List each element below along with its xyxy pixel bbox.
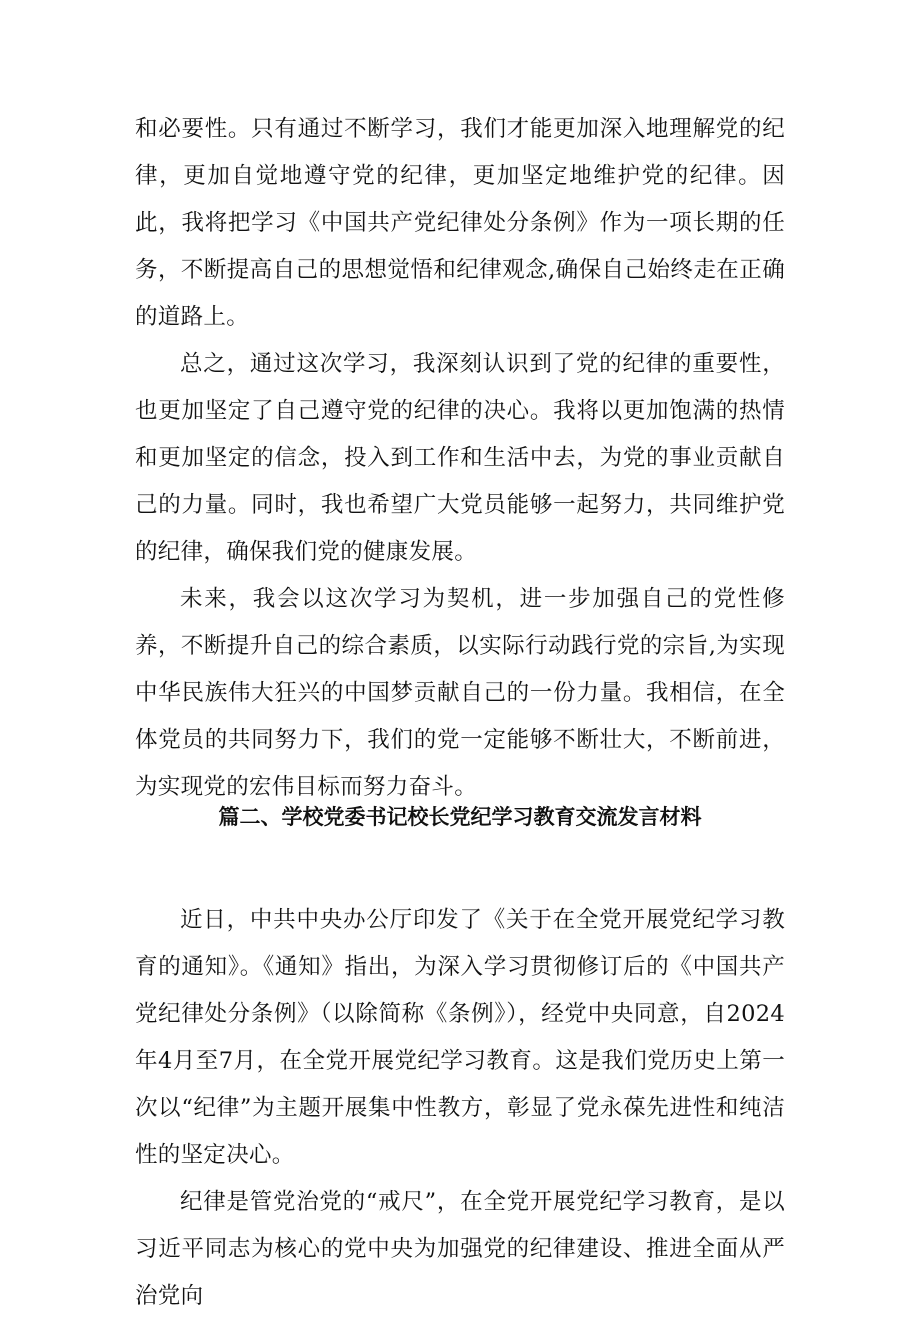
paragraph-notice: 近日，中共中央办公厅印发了《关于在全党开展党纪学习教育的通知》。《通知》指出，为深入学习贯彻修订后的《中国共产党纪律处分条例》（以除简称《条例》），经党中央同意，自2024年4月至7月，在全党开展党纪学习教育。这是我们党历史上第一次以“纪律”为主题开展集中性教方，彰显了党永葆先进性和纯洁性的坚定决心。 <box>135 907 785 1168</box>
section-heading: 篇二、学校党委书记校长党纪学习教育交流发言材料 <box>218 805 702 829</box>
paragraph-future: 未来，我会以这次学习为契机，进一步加强自己的党性修养，不断提升自己的综合素质，以实际行动践行党的宗旨,为实现中华民族伟大狂兴的中国梦贡献自己的一份力量。我相信，在全体党员的共同努力下，我们的党一定能够不断壮大，不断前进，为实现党的宏伟目标而努力奋斗。 <box>135 586 785 800</box>
paragraph-continuation: 和必要性。只有通过不断学习，我们才能更加深入地理解党的纪律，更加自觉地遵守党的纪律，更加坚定地维护党的纪律。因此，我将把学习《中国共产党纪律处分条例》作为一项长期的任务，不断提高自己的思想觉悟和纪律观念,确保自己始终走在正确的道路上。 <box>135 116 785 330</box>
body-text-part1 <box>135 106 785 811</box>
paragraph-discipline: 纪律是管党治党的“戒尺”，在全党开展党纪学习教育，是以习近平同志为核心的党中央为加强党的纪律建设、推进全面从严治党向 <box>135 1189 785 1309</box>
body-text-part2 <box>135 897 785 1320</box>
paragraph-conclusion: 总之，通过这次学习，我深刻认识到了党的纪律的重要性，也更加坚定了自己遵守党的纪律的决心。我将以更加饱满的热情和更加坚定的信念，投入到工作和生活中去，为党的事业贡献自己的力量。同时，我也希望广大党员能够一起努力，共同维护党的纪律，确保我们党的健康发展。 <box>135 351 785 565</box>
